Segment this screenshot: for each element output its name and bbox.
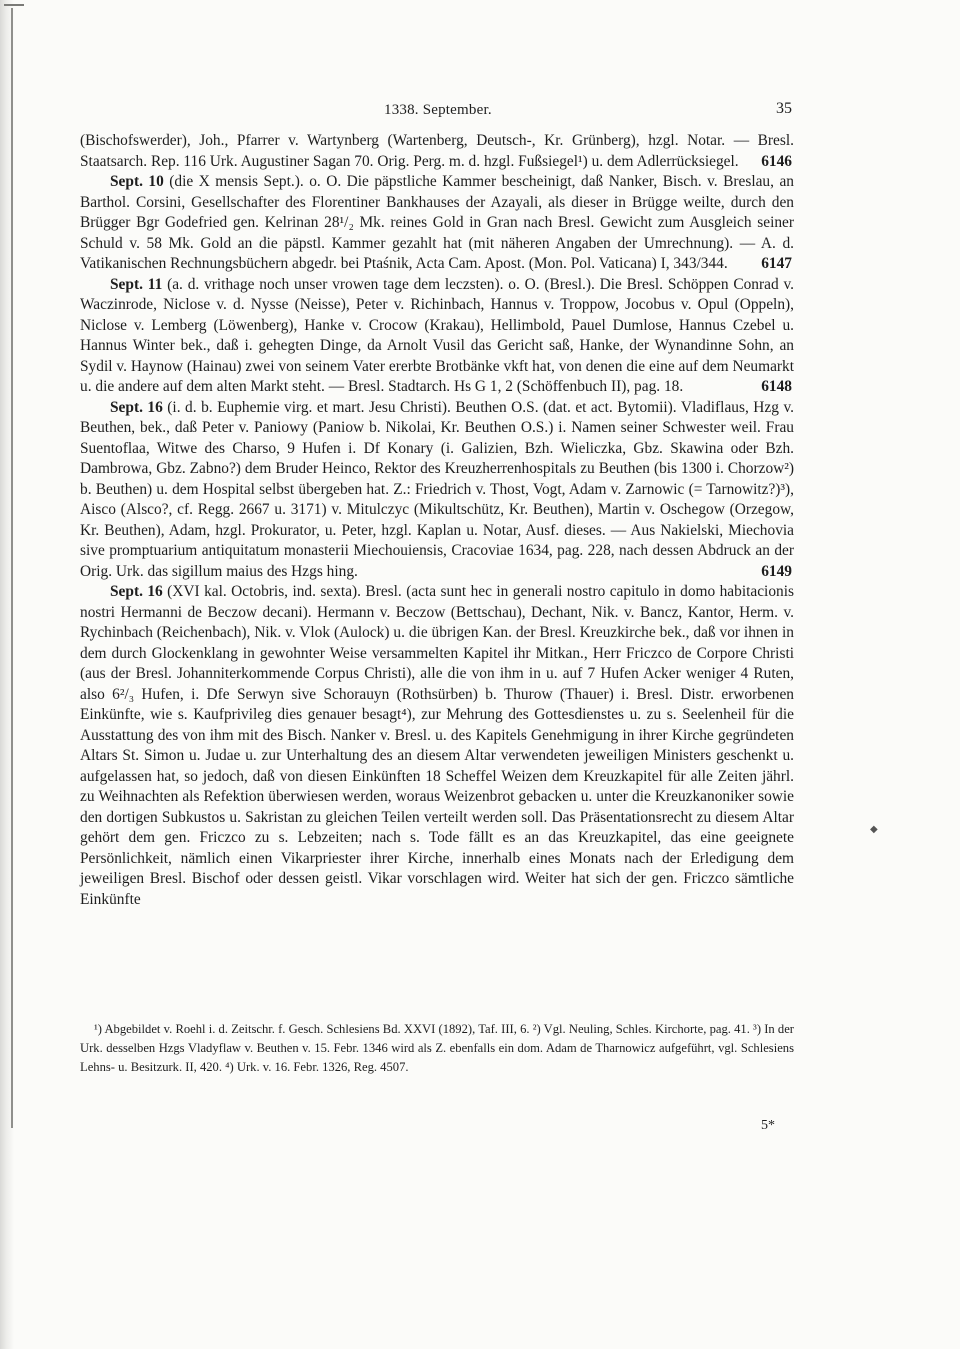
binding-edge-corner <box>4 4 24 6</box>
page-header <box>0 100 960 122</box>
entry-text: (i. d. b. Euphemie virg. et mart. Jesu Christi). Beuthen O.S. (dat. et act. Bytomii). Vladiflaus, Hzg v. Beuthen, bek., daß Peter v. Paniowy (Paniow b. Nikolai, Kr. Beuthen O.S.) i. Namen seiner Schwester weil. Frau Suentoflaa, Witwe des Charso, 9 Hufen i. Df Konary (i. Galizien, Bzh. Wieliczka, Gbz. Skawina oder Bzh. Dambrowa, Gbz. Zabno?) dem Bruder Heinco, Rektor des Kreuzherrenhospitals zu Beuthen (bis 1300 i. Chorzow²) b. Beuthen) u. dem Hospital selbst übergeben hat. Z.: Friedrich v. Thost, Vogt, Adam v. Zarnowic (= Tarnowitz?)³), Aisco (Alsco?, cf. Regg. 2667 u. 3171) v. Mitulczyc (Mikultschütz, Kr. Beuthen), Martin v. Oschegow (Orzegow, Kr. Beuthen), Adam, hzgl. Prokurator, u. Peter, hzgl. Kaplan u. Notar, Ausf. dieses. — Aus Nakielski, Miechovia sive promptuarium antiquitatum monasterii Miechouiensis, Cracoviae 1634, pag. 228, nach dessen Abdruck an der Orig. Urk. das sigillum maius des Hzgs hing. <box>80 398 794 580</box>
entry-6149 <box>80 398 794 583</box>
entry-text: (XVI kal. Octobris, ind. sexta). Bresl. (acta sunt hec in generali nostro capitulo in domo habitacionis nostri Hermanni de Beczow decani). Hermann v. Beczow (Bettschau), Dechant, Nik. v. Bancz, Kantor, Herm. v. Rychinbach (Reichenbach), Nik. v. Vlok (Aulock) u. die übrigen Kan. der Bresl. Kreuzkirche bek., daß vor ihnen in dem durch Glockenklang in gewohnter Weise versammelten Kapitel ihr Mitkan., Herr Friczco de Corpore Christi (aus der Bresl. Johanniterkommende Corpus Christi), alle die von ihm in u. auf 7 Hufen Acker weniger 4 Ruten, also 6²/₃ Hufen, i. Dfe Serwyn sive Schorauyn (Rothsürben) b. Thurow (Thauer) i. Bresl. Distr. erworbenen Einkünfte, wie s. Kaufprivileg dies genauer besagt⁴), zur Mehrung des Gottesdienstes u. zu s. Seelenheil für die Ausstattung des von ihm mit des Bisch. Nanker v. Bresl. u. des Kapitels Genehmigung in ihrer Kirche gegründeten Altars St. Simon u. Judae u. zur Unterhaltung des an diesem Altar verwendeten jeweiligen Ministers geschenkt u. aufgelassen hat, so jedoch, daß von diesen Einkünften 18 Scheffel Weizen dem Kreuzkapitel für alle Zeiten jährl. zu Weihnachten als Refektion überwiesen werden, woraus Weizenbrot gebacken u. unter die Kreuzkanoniker sowie den dortigen Subkustos u. Sakristan zu gleichen Teilen verteilt werden soll. Das Präsentationsrecht zu diesem Altar gehört dem gen. Friczco zu s. Lebzeiten; nach s. Tode fällt es an das Kreuzkapitel, das eine geeignete Persönlichkeit, nämlich einen Vikarpriester ihrer Kirche, innerhalb eines Monats nach der Erledigung dem jeweiligen Bresl. Bischof oder dessen geistl. Vikar vorschlagen wird. Weiter hat sich der gen. Friczco sämtliche Einkünfte <box>80 583 794 908</box>
entry-date: Sept. 16 <box>110 583 163 600</box>
entry-date: Sept. 10 <box>110 173 164 190</box>
entry-date: Sept. 11 <box>110 275 163 293</box>
document-number: 6147 <box>761 255 792 272</box>
document-number: 6149 <box>761 562 792 580</box>
running-head: 1338. September. <box>384 102 492 118</box>
entry-date: Sept. 16 <box>110 398 163 416</box>
signature-mark: 5* <box>761 1118 775 1133</box>
binding-edge-line <box>11 8 13 1128</box>
document-number: 6148 <box>761 378 792 395</box>
footnote-text: ¹) Abgebildet v. Roehl i. d. Zeitschr. f. Gesch. Schlesiens Bd. XXVI (1892), Taf. III, 6. ²) Vgl. Neuling, Schles. Kirchorte, pag. 41. ³) In der Urk. desselben Hzgs Vladyflaw v. Beuthen v. 15. Febr. 1346 wird als Z. ebenfalls ein dom. Adam de Tharnowicz aufgeführt, vgl. Schlesiens Lehns- u. Besitzurk. II, 420. ⁴) Urk. v. 16. Febr. 1326, Reg. 4507. <box>80 1022 794 1074</box>
document-number: 6146 <box>761 152 792 170</box>
entry-6148 <box>80 275 794 398</box>
entry-6150 <box>80 582 794 910</box>
entry-text: (Bischofswerder), Joh., Pfarrer v. Wartynberg (Wartenberg, Deutsch-, Kr. Grünberg), hzgl. Notar. — Bresl. Staatsarch. Rep. 116 Urk. Augustiner Sagan 70. Orig. Perg. m. d. hzgl. Fußsiegel¹) u. dem Adlerrücksiegel. <box>80 132 794 170</box>
entry-text: (a. d. vrithage noch unser vrowen tage dem leczsten). o. O. (Bresl.). Die Bresl. Schöppen Conrad v. Waczinrode, Niclose v. d. Nysse (Neisse), Peter v. Richinbach, Hannus v. Troppow, Jocobus v. Opul (Oppeln), Niclose v. Lemberg (Löwenberg), Hanke v. Crocow (Krakau), Hellimbold, Pauel Dumlose, Hannus Czebel u. Hannus Winter bek., daß i. gehegten Dinge, da Arnolt Vusil das Gericht saß, Hanke, der Wynandinne Sohn, an Sydil v. Haynow (Hainau) zwei von seinem Vater ererbte Brotbänke vkft hat, von denen die eine auf dem Neumarkt u. die andere auf dem alten Markt steht. — Bresl. Stadtarch. Hs G 1, 2 (Schöffenbuch II), pag. 18. <box>80 275 794 395</box>
entry-continuation <box>80 131 794 172</box>
page-body <box>80 131 794 910</box>
margin-mark-icon: ◆ <box>870 824 878 835</box>
page-number: 35 <box>776 100 792 117</box>
entry-text: (die X mensis Sept.). o. O. Die päpstliche Kammer bescheinigt, daß Nanker, Bisch. v. Breslau, an Barthol. Corsini, Gesellschafter des Florentiner Bankhauses der Azayali, als dieser in Brügge weilte, durch den Brügger Bgr Godefried gen. Kelrinan 28¹/₂ Mk. reines Gold in Gran nach Bresl. Gewicht zum Ausgleich seiner Schuld v. 58 Mk. Gold an die päpstl. Kammer gezahlt hat (mit näheren Angaben der Umrechnung). — A. d. Vatikanischen Rechnungsbüchern abgedr. bei Ptaśnik, Acta Cam. Apost. (Mon. Pol. Vaticana) I, 343/344. <box>80 173 794 272</box>
entry-6147 <box>80 172 794 275</box>
footnotes <box>80 1020 794 1077</box>
